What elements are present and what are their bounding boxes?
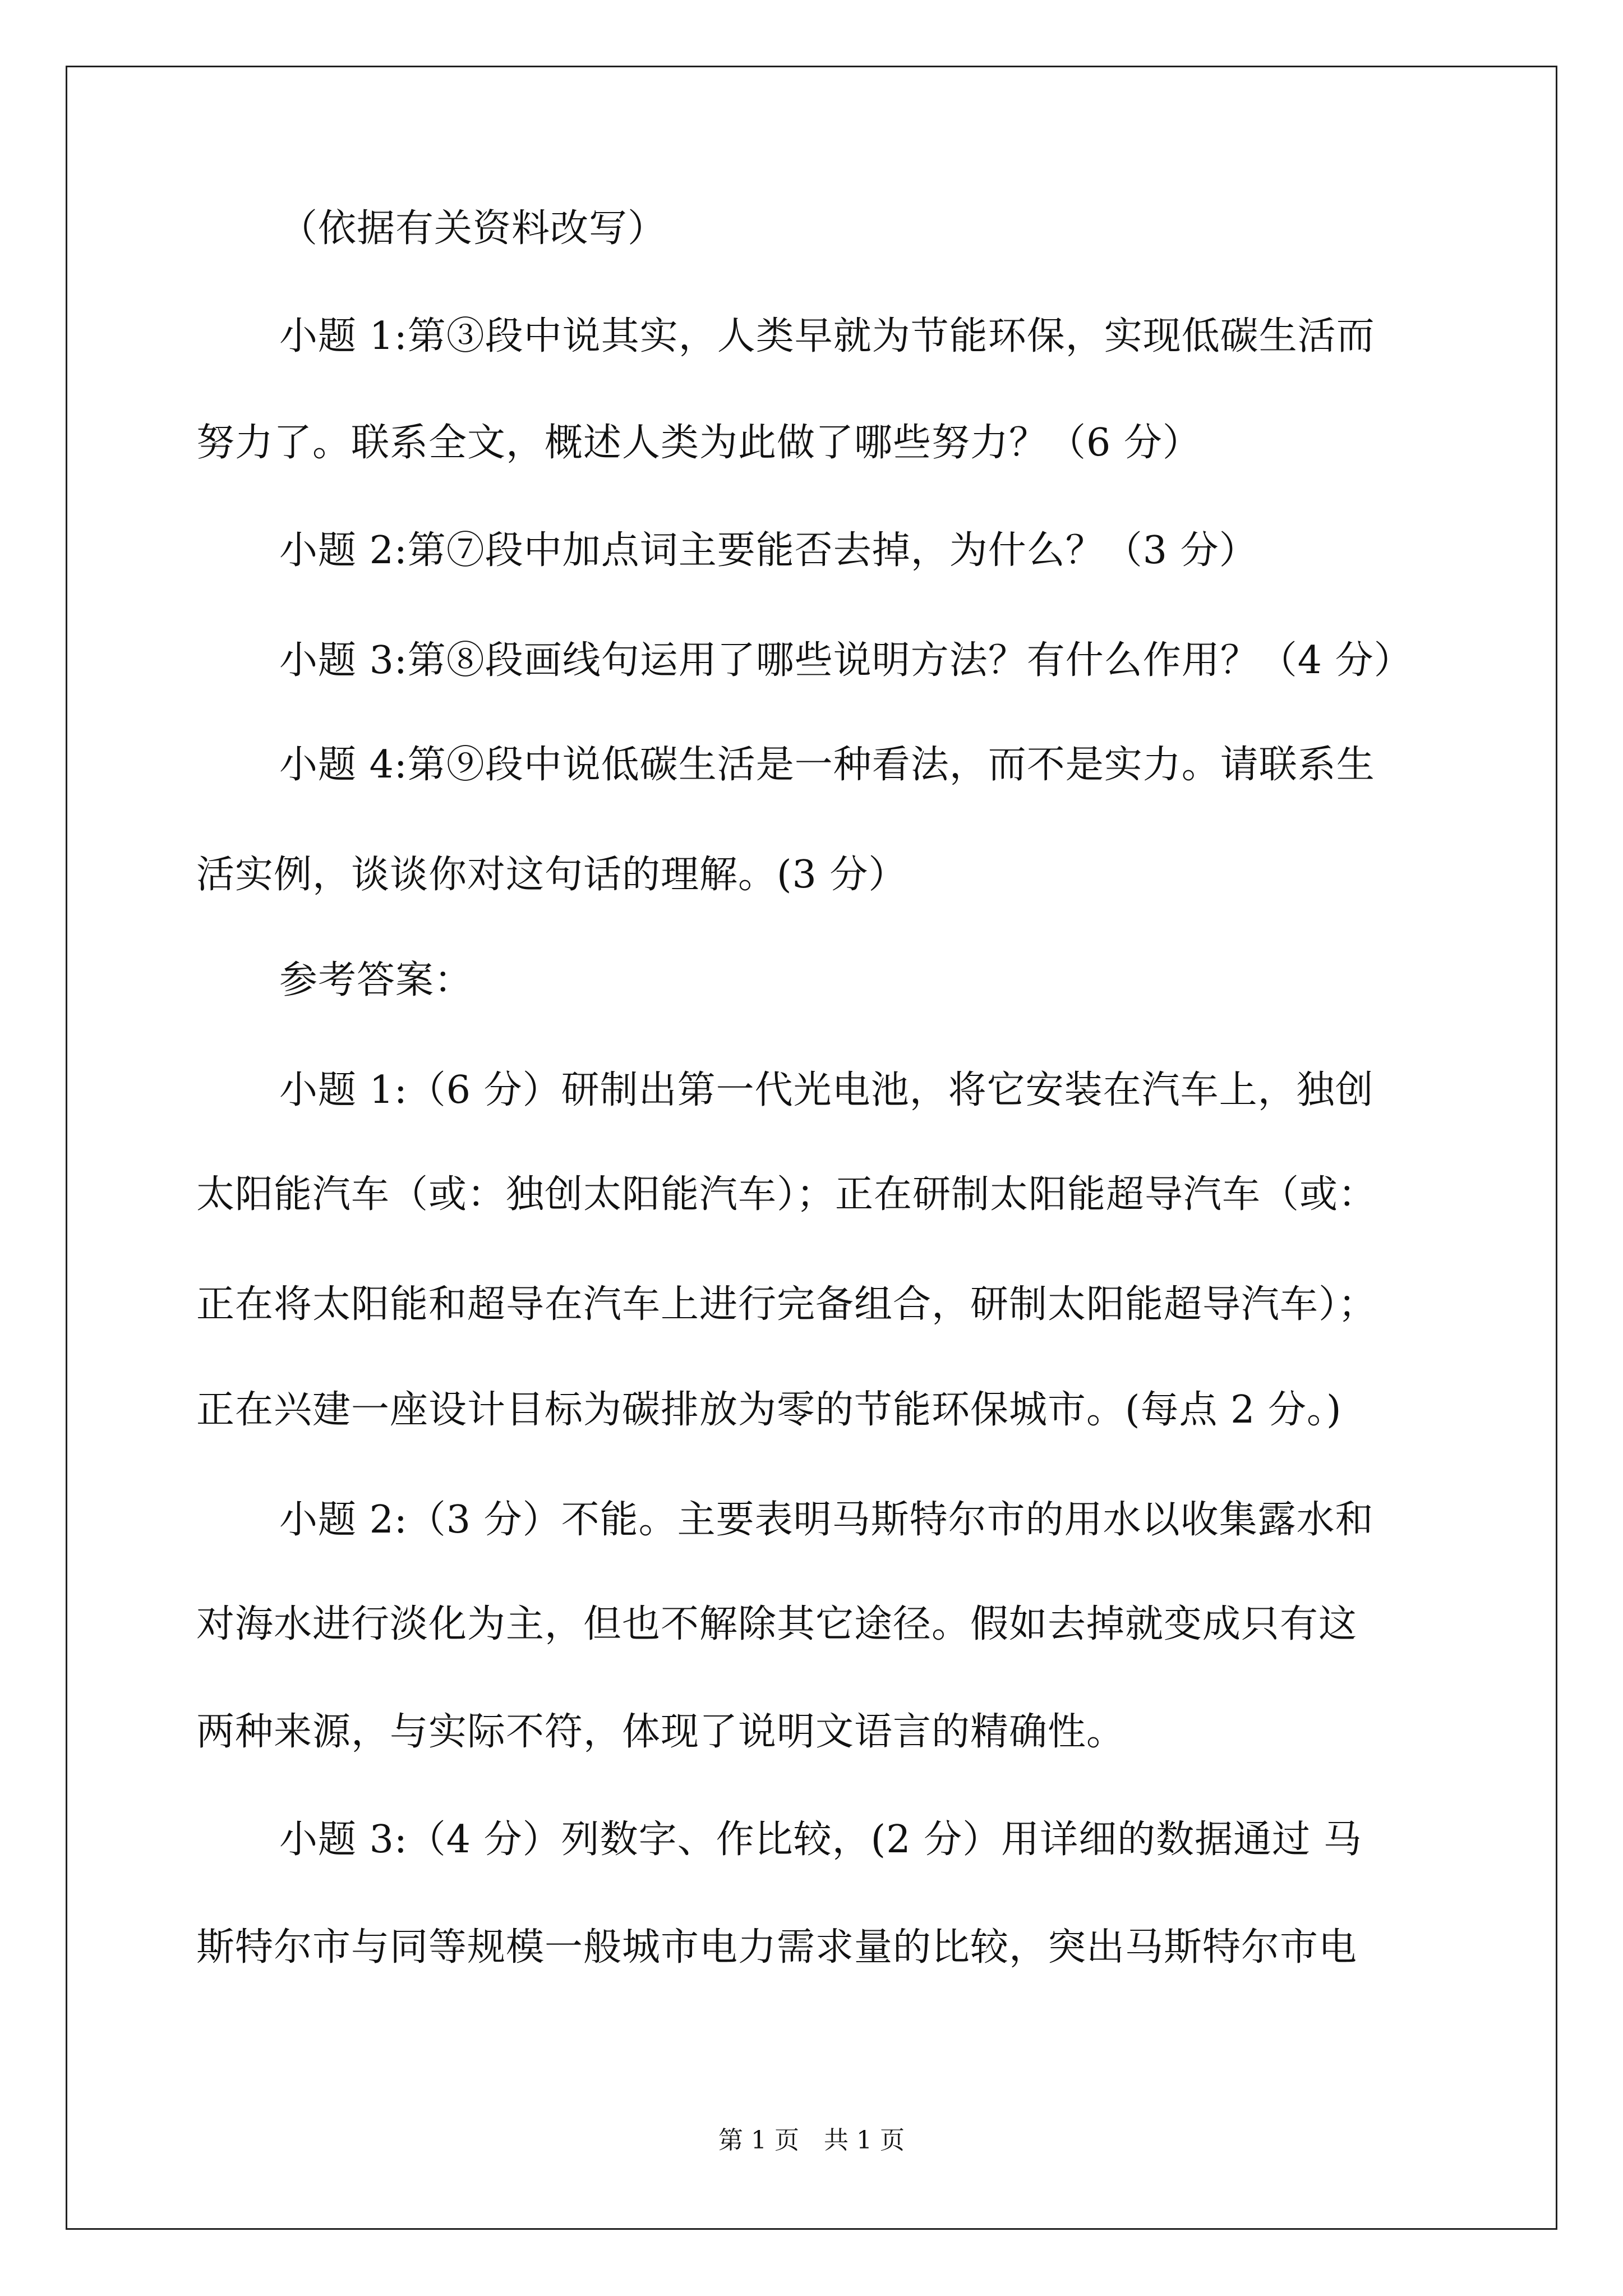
answer-3-line-1: 小题 3:（4 分）列数字、作比较，(2 分）用详细的数据通过 马: [279, 1818, 1362, 1862]
question-4-line-2: 活实例，谈谈你对这句话的理解。(3 分）: [196, 853, 907, 897]
answer-1-line-2: 太阳能汽车（或：独创太阳能汽车）；正在研制太阳能超导汽车（或：: [196, 1172, 1377, 1217]
question-4-line-1: 小题 4:第⑨段中说低碳生活是一种看法，而不是实力。请联系生: [279, 743, 1375, 787]
answer-1-line-3: 正在将太阳能和超导在汽车上进行完备组合，研制太阳能超导汽车）；: [196, 1282, 1377, 1327]
answer-2-line-1: 小题 2:（3 分）不能。主要表明马斯特尔市的用水以收集露水和: [279, 1498, 1374, 1542]
answer-1-line-1: 小题 1:（6 分）研制出第一代光电池，将它安装在汽车上，独创: [279, 1068, 1374, 1112]
question-2: 小题 2:第⑦段中加点词主要能否去掉，为什么？（3 分）: [279, 528, 1258, 573]
answer-2-line-3: 两种来源，与实际不符，体现了说明文语言的精确性。: [196, 1710, 1126, 1754]
answers-heading: 参考答案：: [279, 958, 473, 1002]
page-number: 第 1 页 共 1 页: [718, 2126, 905, 2155]
question-1-line-2: 努力了。联系全文，概述人类为此做了哪些努力？（6 分）: [196, 421, 1201, 465]
answer-1-line-4: 正在兴建一座设计目标为碳排放为零的节能环保城市。(每点 2 分。): [196, 1388, 1342, 1432]
page-border: [66, 66, 1557, 2230]
answer-3-line-2: 斯特尔市与同等规模一般城市电力需求量的比较，突出马斯特尔市电: [196, 1925, 1358, 1970]
source-note: （依据有关资料改写）: [279, 206, 667, 251]
question-3: 小题 3:第⑧段画线句运用了哪些说明方法？有什么作用？（4 分）: [279, 638, 1413, 683]
answer-2-line-2: 对海水进行淡化为主，但也不解除其它途径。假如去掉就变成只有这: [196, 1602, 1358, 1646]
question-1-line-1: 小题 1:第③段中说其实，人类早就为节能环保，实现低碳生活而: [279, 314, 1375, 358]
